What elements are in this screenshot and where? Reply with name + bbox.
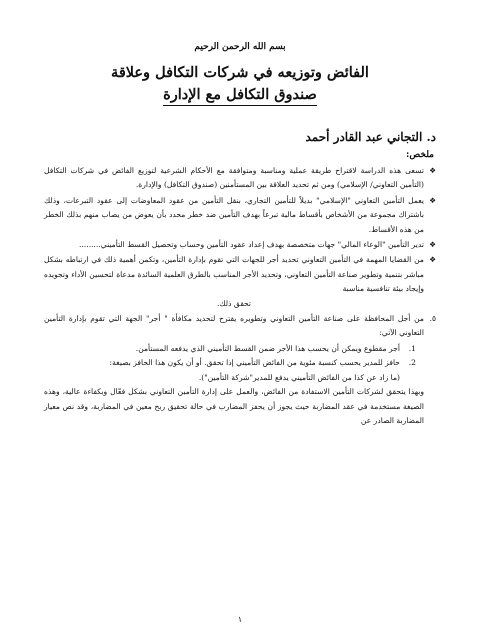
proposal-number: 1. (408, 343, 416, 353)
diamond-bullet-icon: ❖ (429, 255, 436, 265)
summary-item-tail: تحقق ذلك. (216, 298, 252, 308)
basmala: بسم الله الرحمن الرحيم (194, 42, 286, 52)
proposal-text: أجر مقطوع ويمكن أن يحسب هذا الأجر ضمن القسط التأميني الذي يدفعه المستأمن. (135, 343, 400, 353)
author-name: د. التجاني عبد القادر أحمد (305, 130, 436, 144)
diamond-bullet-icon: ❖ (429, 166, 436, 175)
title-line-2: صندوق التكافل مع الإدارة (163, 85, 317, 106)
proposal-item-1 (44, 342, 436, 356)
page-number: ١ (237, 615, 243, 624)
summary-item-text: تدير التأمين "الوعاء المالي" جهات متخصصة بهدف إعداد عقود التأمين وحساب وتحصيل القسط التأميني......... (79, 240, 424, 250)
summary-item-2 (44, 194, 436, 237)
diamond-bullet-icon: ❖ (429, 240, 436, 250)
proposal-text: حافز للمدير يحسب كنسبة مئوية من الفائض التأميني إذا تحقق. أو أن يكون هذا الحافز بصيغة: (109, 358, 400, 368)
document-title (44, 62, 436, 106)
summary-item-text: يعمل التأمين التعاوني "الإسلامي" بديلاً للتأمين التجاري، بنقل التأمين من عقود المعاوضات إلى عقود التبرعات، وذلك باشتراك مجموعة من الأشخاص بأقساط مالية تبرعاً بهدف التأمين ضد خطر محدد بأن يعوض من يصاب منهم بذلك الخطر من هذه الأقساط. (44, 195, 424, 234)
diamond-bullet-icon: ❖ (429, 195, 436, 205)
quoted-formula: (ما زاد عن كذا من الفائض التأميني يدفع للمدير"شركة التأمين"). (198, 372, 400, 382)
item-number: ٥. (429, 314, 436, 324)
summary-item-5 (44, 312, 436, 341)
summary-item-text: تسعى هذه الدراسة لاقتراح طريقة عملية ومناسبة ومتوافقة مع الأحكام الشرعية لتوزيع الفائض في شركات التكافل (التأمين التعاوني/ الإسلامي) ومن ثم تحديد العلاقة بين المستأمنين (صندوق التكافل) والإدارة. (44, 166, 424, 190)
proposal-number: 2. (408, 358, 416, 368)
summary-item-text: من أجل المحافظة على صناعة التأمين التعاوني وتطويره يقترح لتحديد مكافأة " أجر" الجهة التي تقوم بإدارة التأمين التعاوني الآتي: (44, 314, 424, 338)
summary-heading: ملخص: (406, 150, 434, 160)
summary-item-4 (44, 253, 436, 311)
closing-paragraph: وبهذا يتحقق لشركات التأمين الاستفادة من الفائض، والعمل على إدارة التأمين التعاوني بشكل فعّال وبكفاءة عالية، وهذه الصيغة مستخدمة في عقد المضاربة حيث يجوز أن يحفز المضارب في حالة تحقيق ربح معين في المضاربة، وقد نص معيار المضاربة الصادر عن (44, 387, 424, 425)
summary-item-3 (44, 238, 436, 252)
summary-item-1 (44, 164, 436, 193)
proposal-item-2 (44, 356, 436, 370)
summary-item-text: من القضايا المهمة في التأمين التعاوني تحديد أجر للجهات التي تقوم بإدارة التأمين، وتكمن أهمية ذلك في ارتباطه بشكل مباشر بتنمية وتطوير صناعة التأمين التعاوني، وتحديد الأجر المناسب بالطرق العلمية السائدة مدعاة لتحسين الأداء وتجويده وإيجاد بيئة تنافسية مناسبة (44, 255, 424, 294)
title-line-1: الفائض وتوزيعه في شركات التكافل وعلاقة (111, 64, 369, 81)
